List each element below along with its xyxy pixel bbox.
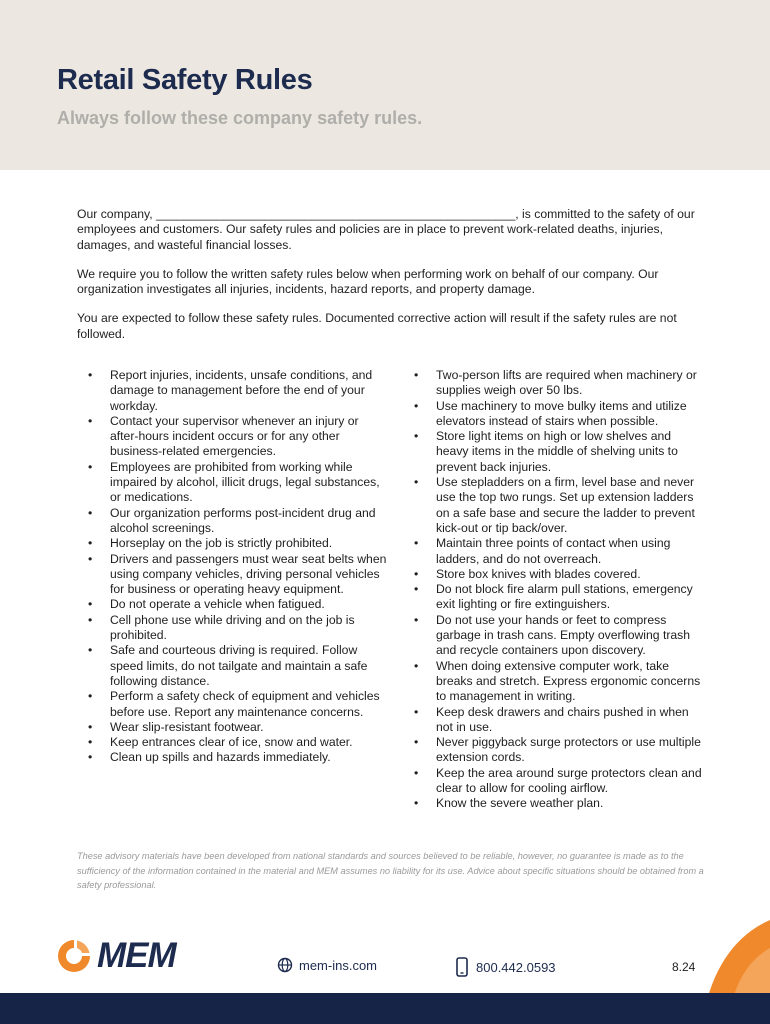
rule-item: • Employees are prohibited from working while impaired by alcohol, illicit drugs, legal substances, or medications. [88, 460, 388, 506]
rule-item: • Use machinery to move bulky items and utilize elevators instead of stairs when possible. [414, 399, 704, 430]
globe-icon [277, 957, 293, 973]
page-subtitle: Always follow these company safety rules. [57, 108, 423, 128]
rule-item: • Keep desk drawers and chairs pushed in when not in use. [414, 705, 704, 736]
rule-item: • Store box knives with blades covered. [414, 567, 704, 582]
rule-item: • Safe and courteous driving is required. Follow speed limits, do not tailgate and maintain a safe following distance. [88, 643, 388, 689]
rule-item: • Report injuries, incidents, unsafe conditions, and damage to management before the end of your workday. [88, 368, 388, 414]
rule-item: • Do not use your hands or feet to compress garbage in trash cans. Empty overflowing trash and recycle containers upon discovery. [414, 613, 704, 659]
intro-paragraph: Our company, _____________________________________________________, is committed to the safety of our employees and customers. Our safety rules and policies are in place to prevent work-related deaths, injuries, damages, and wasteful financial losses. [77, 207, 695, 252]
intro-section [77, 207, 702, 356]
rule-item: • Wear slip-resistant footwear. [88, 720, 388, 735]
mem-logo [55, 936, 176, 976]
phone-contact[interactable] [456, 957, 556, 977]
rule-item: • Know the severe weather plan. [414, 796, 704, 811]
phone-number[interactable]: 800.442.0593 [476, 959, 556, 975]
footer-bar [0, 993, 770, 1024]
rule-item: • Cell phone use while driving and on the job is prohibited. [88, 613, 388, 644]
intro-paragraph: We require you to follow the written safety rules below when performing work on behalf of our company. Our organization investigates all injuries, incidents, hazard reports, and property damage. [77, 266, 659, 297]
rule-item: • When doing extensive computer work, take breaks and stretch. Express ergonomic concerns to management in writing. [414, 659, 704, 705]
website-link[interactable]: mem-ins.com [299, 957, 378, 973]
rule-item: • Two-person lifts are required when machinery or supplies weigh over 50 lbs. [414, 368, 704, 399]
rule-item: • Contact your supervisor whenever an injury or after-hours incident occurs or for any other business-related emergencies. [88, 414, 388, 460]
logo-text: MEM [97, 936, 176, 975]
rule-item: • Maintain three points of contact when using ladders, and do not overreach. [414, 536, 704, 567]
intro-paragraph: You are expected to follow these safety rules. Documented corrective action will result if the safety rules are not followed. [77, 311, 677, 341]
website-contact[interactable] [277, 957, 377, 973]
rule-item: • Clean up spills and hazards immediately. [88, 750, 388, 765]
rules-left-column [88, 368, 388, 766]
document-version: 8.24 [672, 960, 696, 974]
header-banner [0, 0, 770, 170]
mem-logo-mark-icon [55, 937, 93, 975]
rule-item: • Do not block fire alarm pull stations, emergency exit lighting or fire extinguishers. [414, 582, 704, 613]
rules-right-column [414, 368, 704, 812]
rule-item: • Horseplay on the job is strictly prohibited. [88, 536, 388, 551]
rule-item: • Perform a safety check of equipment and vehicles before use. Report any maintenance concerns. [88, 689, 388, 720]
page-title: Retail Safety Rules [57, 64, 313, 96]
rule-item: • Do not operate a vehicle when fatigued. [88, 597, 388, 612]
rule-item: • Our organization performs post-incident drug and alcohol screenings. [88, 506, 388, 537]
rules-list-left [88, 368, 388, 766]
rule-item: • Store light items on high or low shelves and heavy items in the middle of shelving units to prevent back injuries. [414, 429, 704, 475]
disclaimer-text: These advisory materials have been developed from national standards and sources believed to be reliable, however, no guarantee is made as to the sufficiency of the information contained in the material and MEM assumes no liability for its use. Advice about specific situations should be obtained from a safety professional. [77, 851, 704, 890]
rule-item: • Never piggyback surge protectors or use multiple extension cords. [414, 735, 704, 766]
rule-item: • Use stepladders on a firm, level base and never use the top two rungs. Set up extension ladders on a safe base and secure the ladder to prevent kick-out or tip back/over. [414, 475, 704, 536]
rule-item: • Drivers and passengers must wear seat belts when using company vehicles, driving personal vehicles for business or operating heavy equipment. [88, 552, 388, 598]
rules-list-right [414, 368, 704, 812]
rule-item: • Keep entrances clear of ice, snow and water. [88, 735, 388, 750]
rule-item: • Keep the area around surge protectors clean and clear to allow for cooling airflow. [414, 766, 704, 797]
phone-icon [456, 957, 468, 977]
